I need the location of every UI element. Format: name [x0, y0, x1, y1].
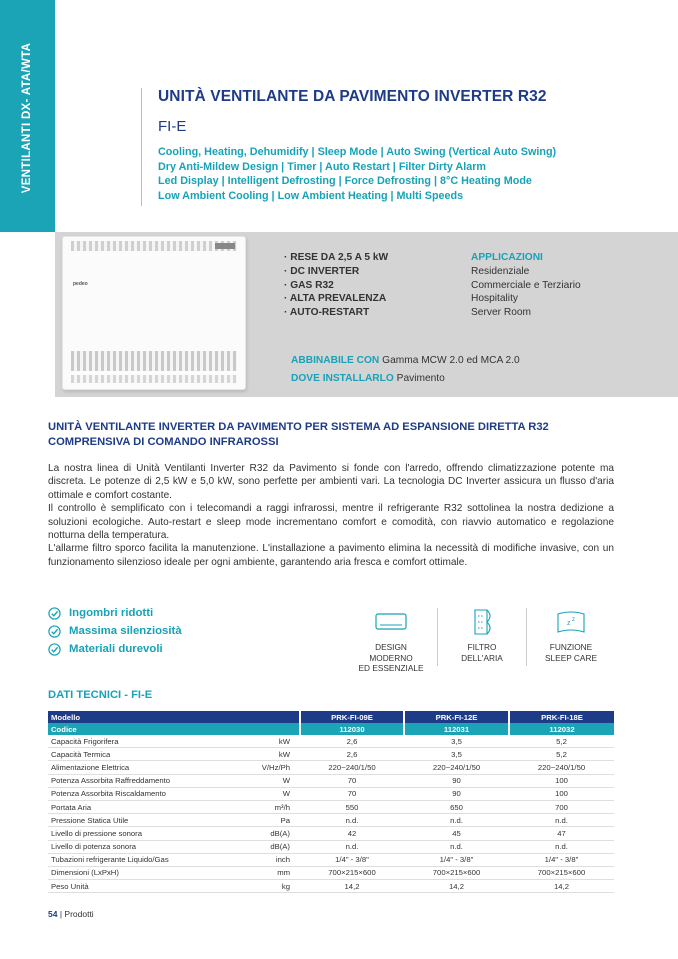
table-cell: 70: [300, 774, 404, 787]
table-row: [48, 827, 614, 840]
table-cell: 700: [509, 800, 614, 813]
table-cell: 90: [404, 774, 509, 787]
bottom-grille: [71, 375, 237, 383]
feature-sleep-line1: FUNZIONE: [549, 642, 593, 652]
table-cell: 3,5: [404, 748, 509, 761]
table-header-cell: Modello: [48, 711, 238, 723]
table-cell: 14,2: [300, 880, 404, 893]
product-image: [62, 236, 246, 390]
table-row: [48, 866, 614, 879]
application-item: Hospitality: [471, 293, 518, 305]
abbinabile-label: ABBINABILE CON: [291, 355, 380, 366]
table-row: [48, 787, 614, 800]
table-cell: V/Hz/Ph: [238, 761, 300, 774]
side-tab: [0, 0, 55, 232]
table-row: [48, 748, 614, 761]
table-cell: 1/4" - 3/8": [300, 853, 404, 866]
table-header-cell: PRK-FI-09E: [300, 711, 404, 723]
table-cell: 3,5: [404, 735, 509, 748]
spec-item: · RESE DA 2,5 A 5 kW: [284, 252, 389, 263]
check-circle-icon: [48, 643, 61, 656]
table-row: [48, 880, 614, 893]
application-item: Commerciale e Terziario: [471, 279, 581, 291]
benefit-label: Massima silenziosità: [69, 625, 182, 637]
table-cell: 70: [300, 787, 404, 800]
table-code-row: [48, 723, 614, 735]
benefit-item: [48, 604, 182, 622]
table-header-cell: PRK-FI-12E: [404, 711, 509, 723]
table-cell: 100: [509, 774, 614, 787]
table-cell: W: [238, 787, 300, 800]
icon-divider: [437, 608, 438, 666]
dove-value: Pavimento: [396, 373, 445, 384]
subtitle-line: UNITÀ VENTILANTE INVERTER DA PAVIMENTO PER SISTEMA AD ESPANSIONE DIRETTA R32: [48, 421, 549, 433]
benefit-label: Ingombri ridotti: [69, 607, 154, 619]
table-cell: 47: [509, 827, 614, 840]
feature-design: [354, 608, 428, 674]
abbinabile-value: Gamma MCW 2.0 ed MCA 2.0: [382, 355, 520, 366]
table-cell: dB(A): [238, 827, 300, 840]
application-item: Residenziale: [471, 265, 530, 277]
check-circle-icon: [48, 607, 61, 620]
title-divider: [141, 88, 142, 206]
table-header-cell: PRK-FI-18E: [509, 711, 614, 723]
table-cell: 220~240/1/50: [509, 761, 614, 774]
table-cell: n.d.: [300, 814, 404, 827]
feature-design-line1: DESIGN MODERNO: [369, 642, 413, 663]
spec-item: · DC INVERTER: [284, 265, 360, 277]
table-cell: n.d.: [509, 814, 614, 827]
benefit-label: Materiali durevoli: [69, 643, 163, 655]
spec-list: [284, 251, 388, 320]
table-cell: 2,6: [300, 735, 404, 748]
table-row: [48, 774, 614, 787]
table-cell: 550: [300, 800, 404, 813]
table-cell: Alimentazione Elettrica: [48, 761, 238, 774]
table-cell: n.d.: [404, 814, 509, 827]
table-cell: n.d.: [300, 840, 404, 853]
table-cell: 14,2: [509, 880, 614, 893]
table-code-cell: Codice: [48, 723, 238, 735]
table-cell: n.d.: [404, 840, 509, 853]
abbinabile-line: [291, 352, 520, 370]
feature-filter-line2: DELL'ARIA: [461, 652, 503, 663]
table-row: [48, 761, 614, 774]
sleep-icon: [554, 608, 588, 636]
compatibility-info: [291, 352, 520, 388]
dove-label: DOVE INSTALLARLO: [291, 373, 394, 384]
table-cell: 700×215×600: [404, 866, 509, 879]
table-cell: Potenza Assorbita Raffreddamento: [48, 774, 238, 787]
table-header-row: [48, 711, 614, 723]
table-cell: 45: [404, 827, 509, 840]
top-vent: [71, 241, 237, 251]
table-cell: 42: [300, 827, 404, 840]
tech-data-table: [48, 711, 614, 893]
feature-filter-line1: FILTRO: [467, 642, 497, 652]
page-number: 54: [48, 909, 58, 919]
table-cell: 700×215×600: [509, 866, 614, 879]
svg-text:z: z: [567, 620, 571, 627]
side-tab-label: VENTILANTI DX- ATA/WTA: [21, 42, 33, 194]
filter-icon: [467, 608, 497, 636]
description: [48, 462, 614, 569]
model-name: FI-E: [158, 118, 187, 135]
feature-filter: [445, 608, 519, 663]
table-cell: kg: [238, 880, 300, 893]
footer-separator: |: [57, 909, 65, 919]
table-cell: 1/4" - 3/8": [404, 853, 509, 866]
table-cell: inch: [238, 853, 300, 866]
table-cell: kW: [238, 748, 300, 761]
table-cell: m³/h: [238, 800, 300, 813]
table-code-cell: [238, 723, 300, 735]
table-row: [48, 800, 614, 813]
table-cell: 2,6: [300, 748, 404, 761]
tech-data-title: DATI TECNICI - FI-E: [48, 689, 153, 701]
subtitle-line: COMPRENSIVA DI COMANDO INFRAROSSI: [48, 436, 279, 448]
icon-divider: [526, 608, 527, 666]
product-logo: pedeo: [73, 281, 88, 287]
footer-section: Prodotti: [64, 909, 94, 919]
feature-line: Led Display | Intelligent Defrosting | Force Defrosting | 8°C Heating Mode: [158, 175, 532, 187]
table-cell: 14,2: [404, 880, 509, 893]
section-subtitle: [48, 420, 549, 450]
feature-line: Dry Anti-Mildew Design | Timer | Auto Restart | Filter Dirty Alarm: [158, 160, 487, 173]
table-row: [48, 814, 614, 827]
feature-design-line2: ED ESSENZIALE: [358, 663, 424, 673]
table-cell: Livello di potenza sonora: [48, 840, 238, 853]
svg-text:z: z: [572, 617, 575, 623]
table-row: [48, 735, 614, 748]
application-item: Server Room: [471, 307, 532, 319]
table-cell: Livello di pressione sonora: [48, 827, 238, 840]
table-cell: 220~240/1/50: [300, 761, 404, 774]
table-cell: mm: [238, 866, 300, 879]
table-cell: 220~240/1/50: [404, 761, 509, 774]
dove-line: [291, 370, 520, 388]
benefit-item: [48, 622, 182, 640]
feature-list: [158, 145, 556, 203]
table-cell: 100: [509, 787, 614, 800]
display-panel: [215, 243, 235, 249]
benefit-list: [48, 604, 182, 658]
table-cell: Portata Aria: [48, 800, 238, 813]
applications-heading: APPLICAZIONI: [471, 252, 543, 263]
table-cell: Capacità Termica: [48, 748, 238, 761]
page-title: UNITÀ VENTILANTE DA PAVIMENTO INVERTER R32: [158, 88, 547, 105]
table-cell: W: [238, 774, 300, 787]
table-code-cell: 112032: [509, 723, 614, 735]
table-cell: Capacità Frigorifera: [48, 735, 238, 748]
table-cell: n.d.: [509, 840, 614, 853]
table-cell: Peso Unità: [48, 880, 238, 893]
table-cell: Tubazioni refrigerante Liquido/Gas: [48, 853, 238, 866]
spec-item: · AUTO-RESTART: [284, 307, 370, 319]
table-cell: Pa: [238, 814, 300, 827]
table-code-cell: 112030: [300, 723, 404, 735]
table-cell: 5,2: [509, 748, 614, 761]
ac-unit-icon: [373, 608, 409, 636]
table-row: [48, 853, 614, 866]
table-cell: 90: [404, 787, 509, 800]
bottom-vent: [71, 351, 237, 371]
table-cell: 1/4" - 3/8": [509, 853, 614, 866]
description-paragraph: Il controllo è semplificato con i telecomandi a raggi infrarossi, mentre il refrigerante R32 sottolinea la nostra dedizione a soluzioni ecologiche. Auto-restart e sleep mode incrementano comfort e comodità, con riavvio automatico e regolazione notturna della temperatura.: [48, 503, 614, 542]
spec-item: · GAS R32: [284, 279, 334, 291]
table-cell: kW: [238, 735, 300, 748]
benefit-item: [48, 640, 182, 658]
applications: [471, 251, 581, 320]
feature-line: Low Ambient Cooling | Low Ambient Heating | Multi Speeds: [158, 189, 464, 202]
table-cell: 5,2: [509, 735, 614, 748]
table-header-cell: [238, 711, 300, 723]
page-footer: [48, 909, 94, 919]
spec-item: · ALTA PREVALENZA: [284, 293, 387, 305]
table-cell: Dimensioni (LxPxH): [48, 866, 238, 879]
feature-line: Cooling, Heating, Dehumidify | Sleep Mode | Auto Swing (Vertical Auto Swing): [158, 146, 557, 158]
table-cell: Potenza Assorbita Riscaldamento: [48, 787, 238, 800]
table-cell: 650: [404, 800, 509, 813]
description-paragraph: La nostra linea di Unità Ventilanti Inverter R32 da Pavimento si fonde con l'arredo, offrendo climatizzazione potente ma discreta. Le potenze di 2,5 kW e 5,0 kW, sono perfette per ambienti vari. La tecnologia DC Inverter assicura un flusso d'aria ottimale e comfort costante.: [48, 463, 614, 501]
table-cell: 700×215×600: [300, 866, 404, 879]
description-paragraph: L'allarme filtro sporco facilita la manutenzione. L'installazione a pavimento elimina la necessità di modifiche invasive, con un funzionamento silenzioso ideale per ogni ambiente, garantendo aria fresca e comfort ottimale.: [48, 543, 614, 568]
table-row: [48, 840, 614, 853]
table-code-cell: 112031: [404, 723, 509, 735]
check-circle-icon: [48, 625, 61, 638]
table-cell: dB(A): [238, 840, 300, 853]
feature-sleep-line2: SLEEP CARE: [545, 652, 597, 663]
table-cell: Pressione Statica Utile: [48, 814, 238, 827]
feature-sleep: [534, 608, 608, 663]
